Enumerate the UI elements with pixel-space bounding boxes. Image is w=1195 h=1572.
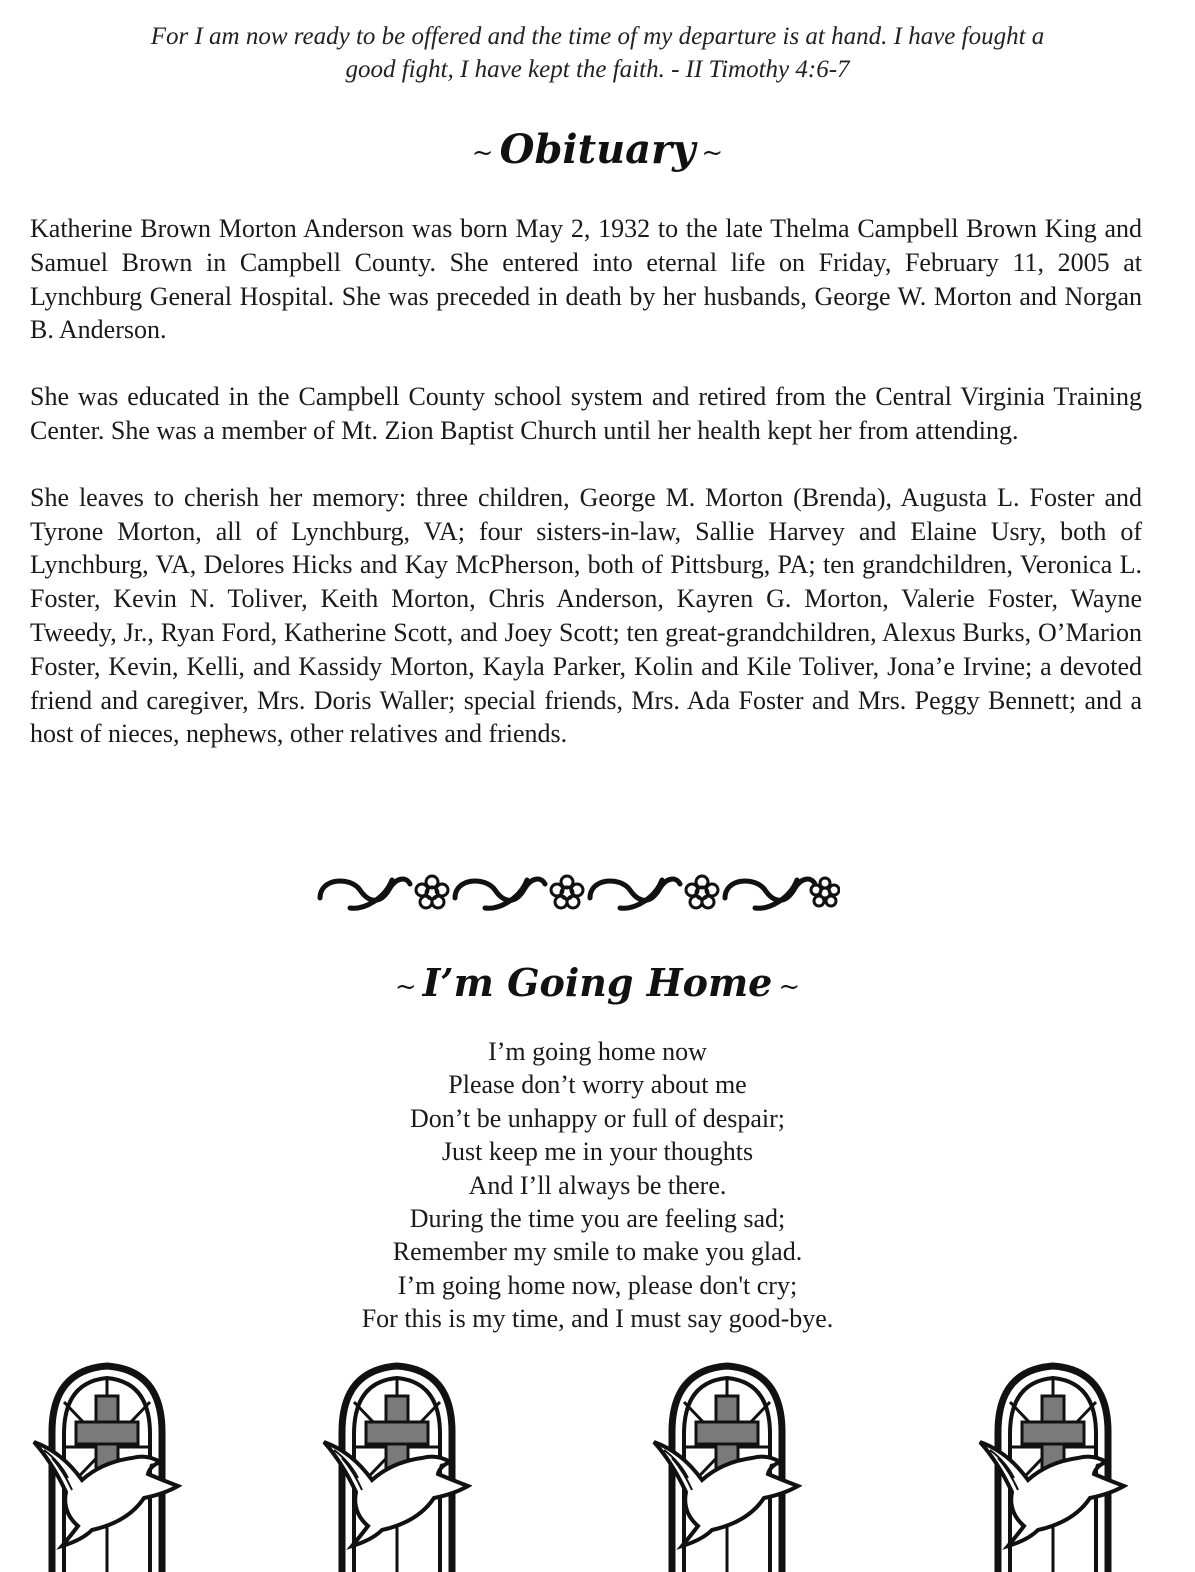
poem-title: I’m Going Home bbox=[422, 960, 773, 1005]
poem-line-9: For this is my time, and I must say good-bye. bbox=[361, 1304, 834, 1334]
epigraph-line-1: For I am now ready to be offered and the time of my departure is at hand. I have fought a bbox=[150, 23, 1045, 50]
poem-line-3: Don’t be unhappy or full of despair; bbox=[410, 1103, 785, 1133]
poem-line-8: I’m going home now, please don't cry; bbox=[397, 1270, 798, 1300]
stained-glass-cross-dove-icon bbox=[652, 1362, 802, 1572]
obituary-tilde-left: ~ bbox=[471, 138, 494, 168]
obituary-paragraph-birth: Katherine Brown Morton Anderson was born May 2, 1932 to the late Thelma Campbell Brown King and Samuel Brown in Campbell County. She entered into eternal life on Friday, February 11, 2005 at Lynchburg General Hospital. She was preceded in death by her husbands, George W. Morton and Norgan B. Anderson. bbox=[30, 214, 1142, 345]
poem-line-2: Please don’t worry about me bbox=[448, 1070, 747, 1100]
obituary-body bbox=[30, 212, 1142, 784]
poem-tilde-left: ~ bbox=[394, 971, 417, 1002]
obituary-tilde-right: ~ bbox=[701, 138, 724, 168]
poem-heading bbox=[0, 958, 1195, 1012]
stained-glass-cross-dove-icon bbox=[322, 1362, 472, 1572]
scripture-epigraph bbox=[40, 20, 1155, 86]
poem-line-6: During the time you are feeling sad; bbox=[409, 1204, 786, 1234]
scroll-flourish-ornament-icon bbox=[310, 868, 840, 918]
stained-glass-cross-dove-icon bbox=[978, 1362, 1128, 1572]
poem-body bbox=[0, 1035, 1195, 1336]
epigraph-line-2: good fight, I have kept the faith. - II Timothy 4:6-7 bbox=[345, 56, 850, 83]
poem-line-1: I’m going home now bbox=[488, 1037, 707, 1066]
poem-tilde-right: ~ bbox=[778, 971, 801, 1002]
stained-glass-cross-dove-icon bbox=[32, 1362, 182, 1572]
poem-line-7: Remember my smile to make you glad. bbox=[392, 1237, 803, 1267]
obituary-paragraph-education: She was educated in the Campbell County school system and retired from the Central Virginia Training Center. She was a member of Mt. Zion Baptist Church until her health kept her from attending. bbox=[30, 382, 1142, 445]
obituary-heading bbox=[0, 125, 1195, 178]
obituary-title: Obituary bbox=[499, 126, 696, 173]
poem-line-5: And I’ll always be there. bbox=[468, 1170, 727, 1200]
poem-line-4: Just keep me in your thoughts bbox=[441, 1137, 754, 1167]
obituary-paragraph-survivors: She leaves to cherish her memory: three children, George M. Morton (Brenda), Augusta L. Foster and Tyrone Morton, all of Lynchburg, VA; four sisters-in-law, Sallie Harvey and Elaine Usry, both of Lynchburg, VA, Delores Hicks and Kay McPherson, both of Pittsburg, PA; ten grandchildren, Veronica L. Foster, Kevin N. Toliver, Keith Morton, Chris Anderson, Kayren G. Morton, Valerie Foster, Wayne Tweedy, Jr., Ryan Ford, Katherine Scott, and Joey Scott; ten great-grandchildren, Alexus Burks, O’Marion Foster, Kevin, Kelli, and Kassidy Morton, Kayla Parker, Kolin and Kile Toliver, Jona’e Irvine; a devoted friend and caregiver, Mrs. Doris Waller; special friends, Mrs. Ada Foster and Mrs. Peggy Bennett; and a host of nieces, nephews, other relatives and friends. bbox=[30, 482, 1142, 749]
